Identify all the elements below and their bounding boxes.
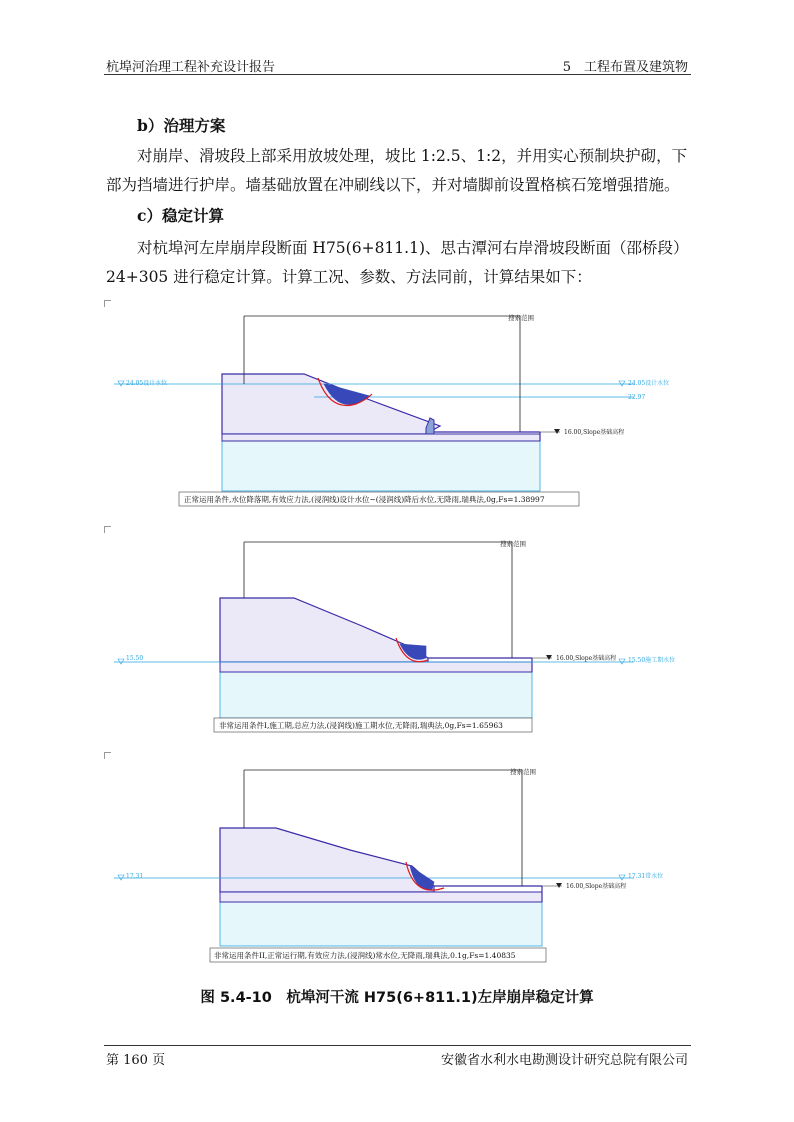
footer-rule [104,1045,691,1046]
slope-body [220,598,428,662]
header-title: 杭埠河治理工程补充设计报告 [106,60,276,75]
crop-mark [104,752,111,759]
case-text: 非常运用条件I,施工期,总应力法,(浸润线)施工期水位,无降雨,瑞典法,0g,Fs=1.65963 [219,721,503,730]
slope-body [220,828,434,892]
right-water-label: 15.50施工期水位 [628,657,676,664]
foundation-layer [222,435,540,491]
base-label: 16.00,Slope基础高程 [564,429,625,436]
water-marker-right [619,659,625,664]
section-drawing-3 [104,752,694,964]
stability-figure-1 [104,300,694,512]
base-strip [220,662,532,672]
section-b-heading: b）治理方案 [137,116,226,135]
slope-body [222,374,440,434]
water-marker-left [118,381,124,386]
retaining-wall [426,418,434,434]
water-marker-right [619,875,625,880]
water-marker-right [619,381,625,386]
case-text: 正常运用条件,水位降落期,有效应力法,(浸润线)设计水位~(浸润线)降后水位,无降雨,瑞典法,0g,Fs=1.38997 [184,495,545,504]
base-marker [546,655,552,660]
crop-mark [104,300,111,307]
header-chapter: 5 工程布置及建筑物 [562,60,688,75]
crop-mark [104,526,111,533]
search-range-label: 搜索范围 [500,540,526,548]
figure-caption: 图 5.4-10 杭埠河干流 H75(6+811.1)左岸崩岸稳定计算 [200,990,594,1006]
base-label: 16.00,Slope基础高程 [556,655,617,662]
search-range-label: 搜索范围 [510,768,536,776]
water-marker-left [118,875,124,880]
base-strip [222,434,540,441]
page-number: 第 160 页 [106,1053,166,1068]
section-drawing-2 [104,526,694,738]
section-b-text: 对崩岸、滑坡段上部采用放坡处理，坡比 1:2.5、1:2，并用实心预制块护砌，下部为挡墙进行护岸。墙基础放置在冲刷线以下，并对墙脚前设置格槟石笼增强措施。 [106,147,688,194]
search-range-label: 搜索范围 [508,314,534,322]
foundation-layer [220,672,532,718]
stability-figure-3 [104,752,694,964]
base-marker [554,429,560,434]
water-marker-left [118,659,124,664]
left-water-label: 24.05设计水位 [126,380,168,387]
right-water-label: 24.05设计水位 [628,380,670,387]
base-strip [220,892,542,902]
base-marker [556,883,562,888]
section-c-text: 对杭埠河左岸崩岸段断面 H75(6+811.1)、思古潭河右岸滑坡段断面（邵桥段）24+305 进行稳定计算。计算工况、参数、方法同前，计算结果如下： [106,239,689,286]
stability-figure-2 [104,526,694,738]
footer-org: 安徽省水利水电勘测设计研究总院有限公司 [440,1053,688,1068]
base-label: 16.00,Slope基础高程 [566,883,627,890]
left-water-label: 15.50 [126,655,144,662]
case-text: 非常运用条件II,正常运行期,有效应力法,(浸润线)常水位,无降雨,瑞典法,0.1g,Fs=1.40835 [214,951,516,960]
section-drawing-1 [104,300,694,512]
right-water-label: 17.31常水位 [628,873,664,880]
section-c-heading: c）稳定计算 [137,206,224,225]
header-rule [104,74,691,75]
right-water-label-2: 22.97 [628,394,646,401]
left-water-label: 17.31 [126,873,144,880]
foundation-layer [220,902,542,946]
